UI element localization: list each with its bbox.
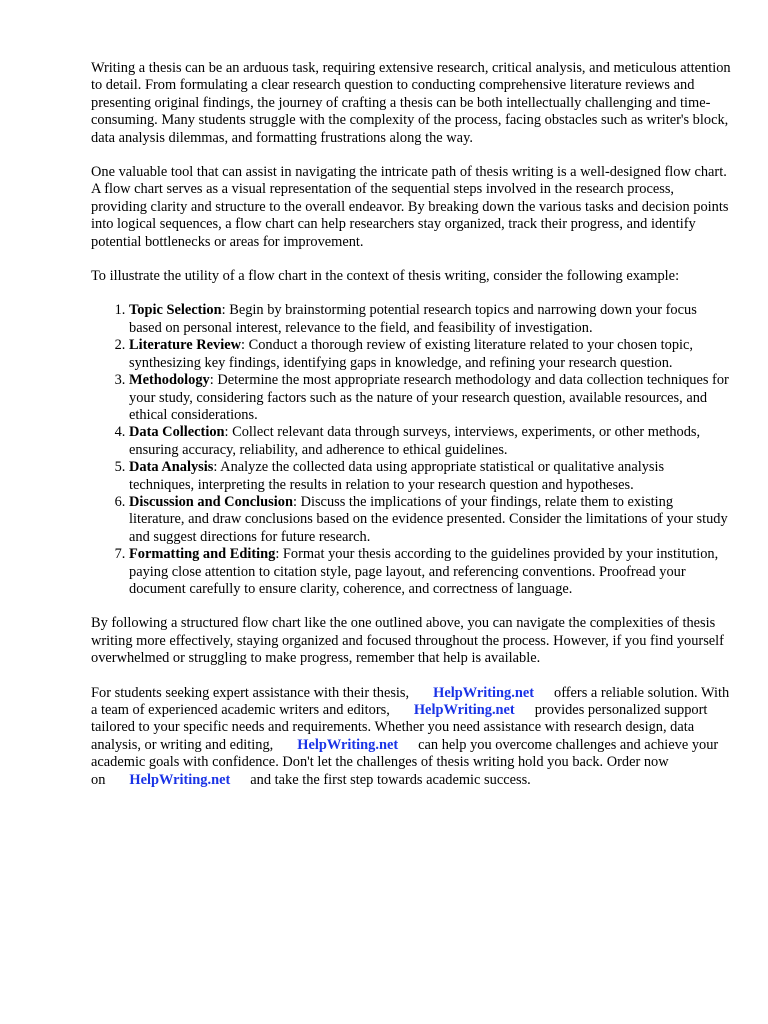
step-term: Literature Review: [129, 337, 242, 354]
step-text: : Analyze the collected data using appropriate statistical or qualitative analysis techniques, interpreting the results in relation to your research question and hypotheses.: [129, 459, 665, 493]
step-term: Discussion and Conclusion: [129, 493, 293, 510]
list-item: [129, 494, 731, 546]
step-term: Data Analysis: [129, 459, 214, 476]
step-text: : Format your thesis according to the guidelines provided by your institution, paying close attention to citation style, page layout, and referencing conventions. Proofread your document carefully to ensure clarity, coherence, and correctness of language.: [129, 546, 719, 597]
step-text: : Determine the most appropriate research methodology and data collection techniques for your study, considering factors such as the nature of your research question, available resources, and ethical considerations.: [129, 372, 729, 423]
list-item: [129, 302, 731, 337]
promo-text: For students seeking expert assistance with their thesis,: [91, 684, 410, 701]
promo-text: offers a reliable solution. With a team of experienced academic writers and editors,: [91, 684, 730, 718]
flow-chart-paragraph: One valuable tool that can assist in navigating the intricate path of thesis writing is a well-designed flow chart. A flow chart serves as a visual representation of the sequential steps involved in the research process, providing clarity and structure to the overall endeavor. By breaking down the various tasks and decision points into logical sequences, a flow chart can help researchers stay organized, track their progress, and identify potential bottlenecks or areas for improvement.: [91, 164, 729, 250]
list-item: [129, 424, 731, 459]
step-text: : Conduct a thorough review of existing literature related to your chosen topic, synthesizing key findings, identifying gaps in knowledge, and refining your research question.: [129, 337, 694, 371]
helpwriting-link[interactable]: HelpWriting.net: [129, 771, 231, 788]
intro-paragraph: Writing a thesis can be an arduous task, requiring extensive research, critical analysis, and meticulous attention to detail. From formulating a clear research question to conducting comprehensive literature reviews and presenting original findings, the journey of crafting a thesis can be both intellectually challenging and time-consuming. Many students struggle with the complexity of the process, facing obstacles such as writer's block, data analysis dilemmas, and formatting frustrations along the way.: [91, 60, 731, 146]
step-term: Formatting and Editing: [129, 546, 276, 563]
promo-paragraph: [91, 685, 731, 789]
list-item: [129, 337, 731, 372]
promo-text: can help you overcome challenges and achieve your academic goals with confidence. Don't let the challenges of thesis writing hold you back. Order now on: [91, 736, 719, 788]
promo-text: provides personalized support tailored to your specific needs and requirements. Whether you need assistance with research design, data analysis, or writing and editing,: [91, 702, 708, 753]
step-text: : Begin by brainstorming potential research topics and narrowing down your focus based on personal interest, relevance to the field, and feasibility of investigation.: [129, 302, 697, 336]
helpwriting-link[interactable]: HelpWriting.net: [413, 702, 515, 718]
promo-text: and take the first step towards academic success.: [250, 771, 531, 788]
helpwriting-link[interactable]: HelpWriting.net: [433, 684, 535, 701]
list-item: [129, 546, 731, 598]
step-term: Methodology: [129, 372, 210, 389]
list-item: [129, 459, 731, 494]
step-term: Topic Selection: [129, 302, 222, 319]
step-term: Data Collection: [129, 424, 225, 441]
steps-list: [91, 302, 731, 598]
list-item: [129, 372, 731, 424]
example-intro-paragraph: To illustrate the utility of a flow chart in the context of thesis writing, consider the following example:: [91, 268, 680, 285]
document-page: [91, 60, 731, 806]
helpwriting-link[interactable]: HelpWriting.net: [297, 736, 399, 753]
step-text: : Discuss the implications of your findings, relate them to existing literature, and draw conclusions based on the evidence presented. Consider the limitations of your study and suggest directions for future research.: [129, 493, 728, 545]
step-text: : Collect relevant data through surveys, interviews, experiments, or other methods, ensuring accuracy, reliability, and adherence to ethical guidelines.: [129, 424, 701, 458]
summary-paragraph: By following a structured flow chart like the one outlined above, you can navigate the complexities of thesis writing more effectively, staying organized and focused throughout the process. However, if you find yourself overwhelmed or struggling to make progress, remember that help is available.: [91, 615, 724, 667]
